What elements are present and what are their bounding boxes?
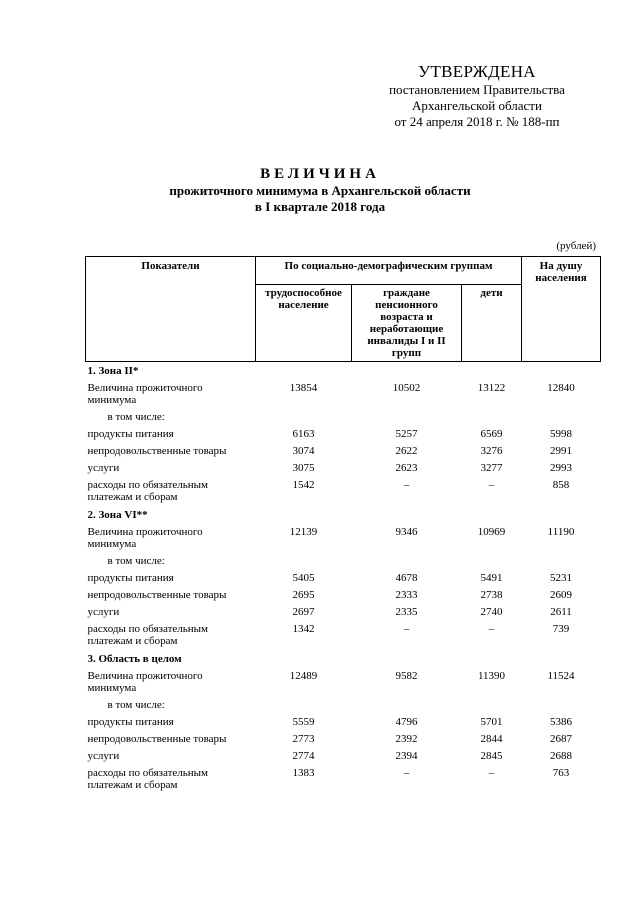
value-per-capita: 2609: [550, 588, 573, 601]
zone-name: 2. Зона VI**: [87, 508, 148, 521]
value-children: 6569: [480, 427, 503, 440]
approval-line-3: от 24 апреля 2018 г. № 188-пп: [394, 114, 560, 129]
row-label: продукты питания: [87, 427, 174, 440]
approval-line-1: постановлением Правительства: [389, 82, 565, 97]
table-body: [86, 361, 601, 794]
zone-header-row: [86, 650, 601, 668]
value-children: 5701: [480, 715, 503, 728]
value-pensioners: [352, 697, 462, 714]
value-pensioners: 2622: [395, 444, 418, 457]
row-label: непродовольственные товары: [87, 732, 227, 745]
row-label: Величина прожиточного минимума: [87, 525, 203, 550]
table-row: [86, 621, 601, 650]
header-indicators-cont: [86, 284, 256, 361]
document-title: [0, 165, 640, 215]
row-label: услуги: [87, 461, 120, 474]
table-row: [86, 748, 601, 765]
value-pensioners: [352, 409, 462, 426]
table-row: [86, 380, 601, 409]
value-working: 2773: [292, 732, 315, 745]
row-label: в том числе:: [107, 554, 165, 567]
value-children: 10969: [477, 525, 506, 538]
row-label: услуги: [87, 605, 120, 618]
row-label: Величина прожиточного минимума: [87, 669, 203, 694]
row-label: расходы по обязательным платежам и сборам: [87, 766, 209, 791]
row-label: непродовольственные товары: [87, 444, 227, 457]
value-pensioners: 2335: [395, 605, 418, 618]
value-per-capita: 2993: [550, 461, 573, 474]
value-pensioners: 2394: [395, 749, 418, 762]
title-line-3: в I квартале 2018 года: [254, 199, 386, 214]
value-working: 2774: [292, 749, 315, 762]
header-per-capita-cont: [522, 284, 601, 361]
value-working: 1383: [292, 766, 315, 779]
zone-name: 3. Область в целом: [87, 652, 182, 665]
value-children: [462, 409, 522, 426]
row-label: продукты питания: [87, 571, 174, 584]
value-working: 2695: [292, 588, 315, 601]
table-row: [86, 426, 601, 443]
table-row: [86, 731, 601, 748]
value-working: 1342: [292, 622, 315, 635]
header-working: трудоспособное население: [256, 284, 352, 361]
header-per-capita: На душу населения: [522, 257, 601, 285]
value-per-capita: 858: [552, 478, 570, 491]
value-pensioners: 5257: [395, 427, 418, 440]
value-per-capita: 5231: [550, 571, 573, 584]
table-row: [86, 570, 601, 587]
title-line-2: прожиточного минимума в Архангельской области: [169, 183, 471, 198]
value-children: –: [488, 478, 495, 491]
table-row: [86, 668, 601, 697]
value-working: 13854: [289, 381, 318, 394]
value-children: 3276: [480, 444, 503, 457]
value-per-capita: [522, 697, 601, 714]
value-working: [256, 409, 352, 426]
table-row: [86, 443, 601, 460]
value-per-capita: 5998: [550, 427, 573, 440]
zone-header-row: [86, 506, 601, 524]
value-working: 3074: [292, 444, 315, 457]
value-pensioners: –: [403, 478, 410, 491]
value-children: 3277: [480, 461, 503, 474]
value-per-capita: 12840: [547, 381, 575, 394]
value-children: [462, 697, 522, 714]
value-pensioners: 10502: [392, 381, 421, 394]
value-working: [256, 697, 352, 714]
value-per-capita: 2611: [550, 605, 572, 618]
zone-header-row: [86, 361, 601, 380]
value-per-capita: 2991: [550, 444, 573, 457]
value-pensioners: 2333: [395, 588, 418, 601]
value-working: 5559: [292, 715, 315, 728]
value-pensioners: –: [403, 622, 410, 635]
value-pensioners: [352, 553, 462, 570]
value-pensioners: 2623: [395, 461, 418, 474]
value-per-capita: 2688: [550, 749, 573, 762]
value-per-capita: 11190: [547, 525, 575, 538]
table-row: [86, 587, 601, 604]
approval-line-2: Архангельской области: [412, 98, 542, 113]
table-row: [86, 697, 601, 714]
row-label: Величина прожиточного минимума: [87, 381, 203, 406]
header-groups: По социально-демографическим группам: [256, 257, 522, 285]
value-working: 2697: [292, 605, 315, 618]
value-children: [462, 553, 522, 570]
row-label: услуги: [87, 749, 120, 762]
value-pensioners: –: [403, 766, 410, 779]
row-label: продукты питания: [87, 715, 174, 728]
value-pensioners: 9346: [395, 525, 418, 538]
value-per-capita: 11524: [547, 669, 575, 682]
value-children: –: [488, 622, 495, 635]
subsistence-table: [85, 256, 601, 794]
value-per-capita: 2687: [550, 732, 573, 745]
value-working: 12489: [289, 669, 318, 682]
table-row: [86, 765, 601, 794]
table-row: [86, 553, 601, 570]
title-line-1: ВЕЛИЧИНА: [260, 166, 380, 182]
value-per-capita: [522, 553, 601, 570]
row-label: расходы по обязательным платежам и сборам: [87, 478, 209, 503]
value-per-capita: 5386: [550, 715, 573, 728]
row-label: расходы по обязательным платежам и сборам: [87, 622, 209, 647]
value-per-capita: 763: [552, 766, 570, 779]
value-children: 2738: [480, 588, 503, 601]
row-label: в том числе:: [107, 410, 165, 423]
approval-block: [362, 62, 592, 130]
table-row: [86, 604, 601, 621]
value-pensioners: 4796: [395, 715, 418, 728]
value-children: 11390: [477, 669, 506, 682]
table-row: [86, 409, 601, 426]
value-children: 13122: [477, 381, 506, 394]
header-pensioners: граждане пенсионного возраста и неработающие инвалиды I и II групп: [352, 284, 462, 361]
value-working: 3075: [292, 461, 315, 474]
unit-label: (рублей): [556, 240, 596, 252]
value-pensioners: 2392: [395, 732, 418, 745]
value-children: –: [488, 766, 495, 779]
value-children: 2844: [480, 732, 503, 745]
row-label: непродовольственные товары: [87, 588, 227, 601]
value-per-capita: 739: [552, 622, 570, 635]
value-working: 1542: [292, 478, 315, 491]
value-pensioners: 9582: [395, 669, 418, 682]
row-label: в том числе:: [107, 698, 165, 711]
value-children: 5491: [480, 571, 503, 584]
header-children: дети: [462, 284, 522, 361]
table-row: [86, 460, 601, 477]
value-children: 2740: [480, 605, 503, 618]
value-working: [256, 553, 352, 570]
zone-name: 1. Зона II*: [87, 364, 139, 377]
value-working: 12139: [289, 525, 318, 538]
approval-stamp: УТВЕРЖДЕНА: [418, 62, 536, 81]
value-children: 2845: [480, 749, 503, 762]
table-row: [86, 714, 601, 731]
header-indicators: Показатели: [86, 257, 256, 285]
value-per-capita: [522, 409, 601, 426]
value-working: 6163: [292, 427, 315, 440]
table-row: [86, 524, 601, 553]
value-pensioners: 4678: [395, 571, 418, 584]
table-row: [86, 477, 601, 506]
value-working: 5405: [292, 571, 315, 584]
